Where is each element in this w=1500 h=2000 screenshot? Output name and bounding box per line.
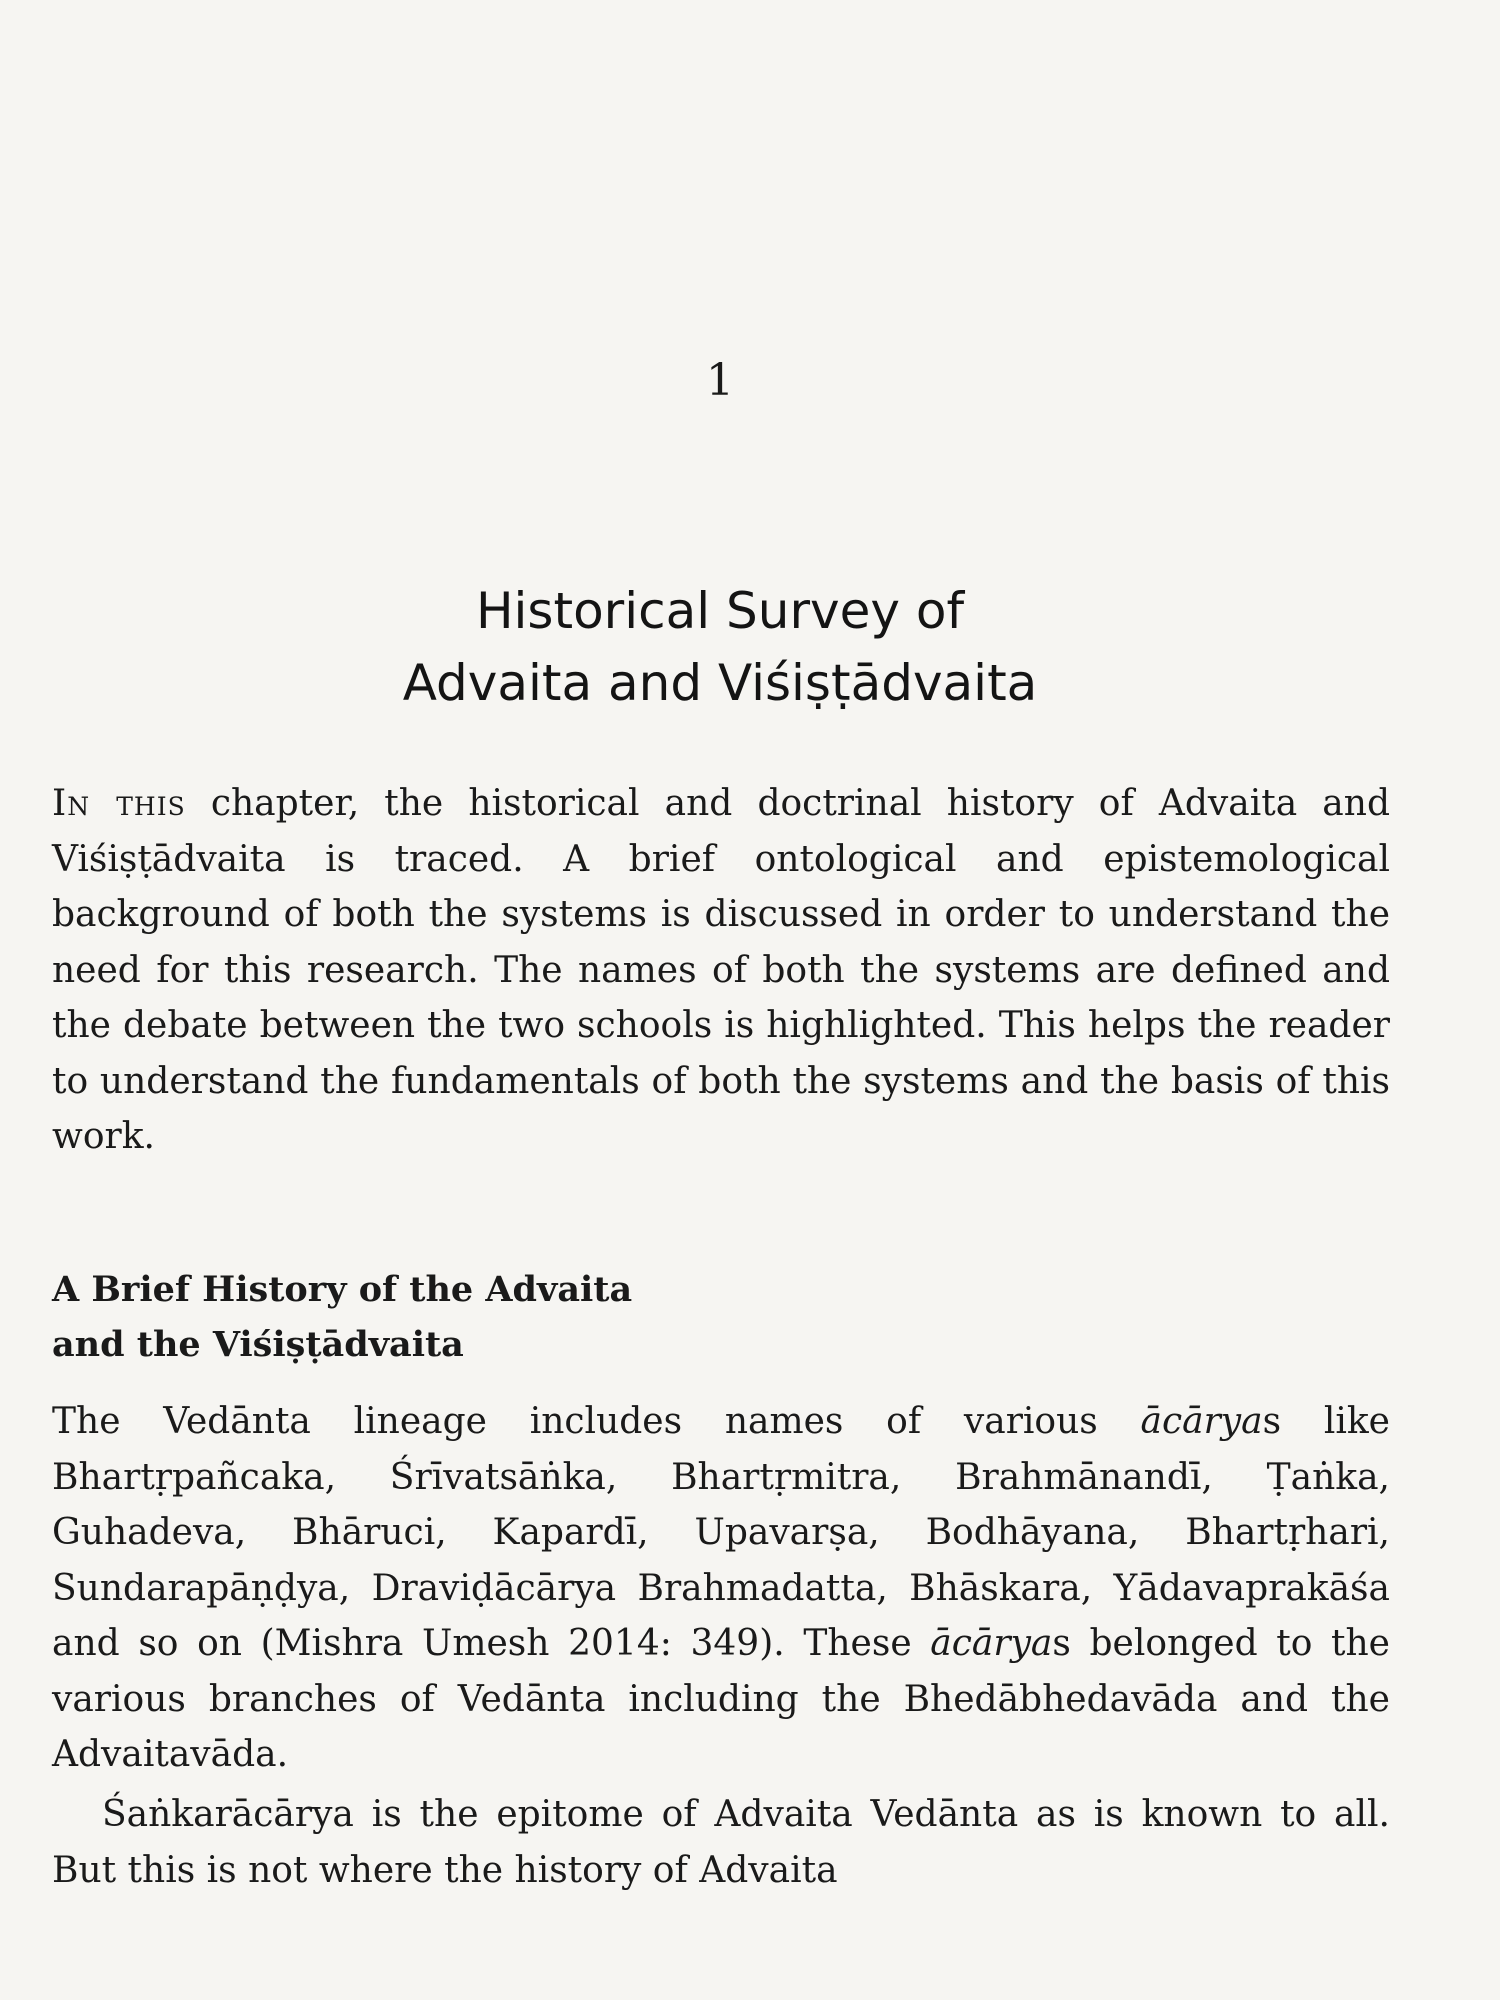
section-heading-line-2: and the Viśiṣṭādvaita [52,1324,464,1365]
chapter-title-line-2: Advaita and Viśiṣṭādvaita [402,654,1038,712]
chapter-title-line-1: Historical Survey of [475,582,965,640]
intro-lead-smallcaps: In this [52,783,186,824]
shankaracharya-paragraph: Śaṅkarācārya is the epitome of Advaita Vedānta as is known to all. But this is not where the history of Advaita [52,1794,1390,1891]
intro-text: chapter, the historical and doctrinal history of Advaita and Viśiṣṭādvaita is traced. A brief ontological and epistemological background of both the systems is discussed in order to understand the need for this research. The names of both the systems are defined and the debate between the two schools is highlighted. This helps the reader to understand the fundamentals of both the systems and the basis of this work. [52,783,1390,1157]
para1-italic-b: ācārya [930,1623,1053,1664]
chapter-number: 1 [706,355,734,406]
para1-italic-a: ācārya [1140,1401,1263,1442]
section-heading [52,1262,1152,1372]
chapter-title [0,575,1440,719]
para1-text-a: The Vedānta lineage includes names of various [52,1401,1141,1442]
intro-paragraph [52,776,1390,1165]
para1-text-c: s belonged to the various branches of Vedānta including the Bhedābhedavāda and the Advaitavāda. [52,1623,1390,1775]
lineage-paragraph [52,1394,1390,1783]
para1-text-b: s like Bhartṛpañcaka, Śrīvatsāṅka, Bhartṛmitra, Brahmānandī, Ṭaṅka, Guhadeva, Bhāruci, Kapardī, Upavarṣa, Bodhāyana, Bhartṛhari, Sundarapāṇḍya, Draviḍācārya Brahmadatta, Bhāskara, Yādavaprakāśa and so on (Mishra Umesh 2014: 349). These [52,1401,1390,1664]
section-heading-line-1: A Brief History of the Advaita [52,1269,633,1310]
